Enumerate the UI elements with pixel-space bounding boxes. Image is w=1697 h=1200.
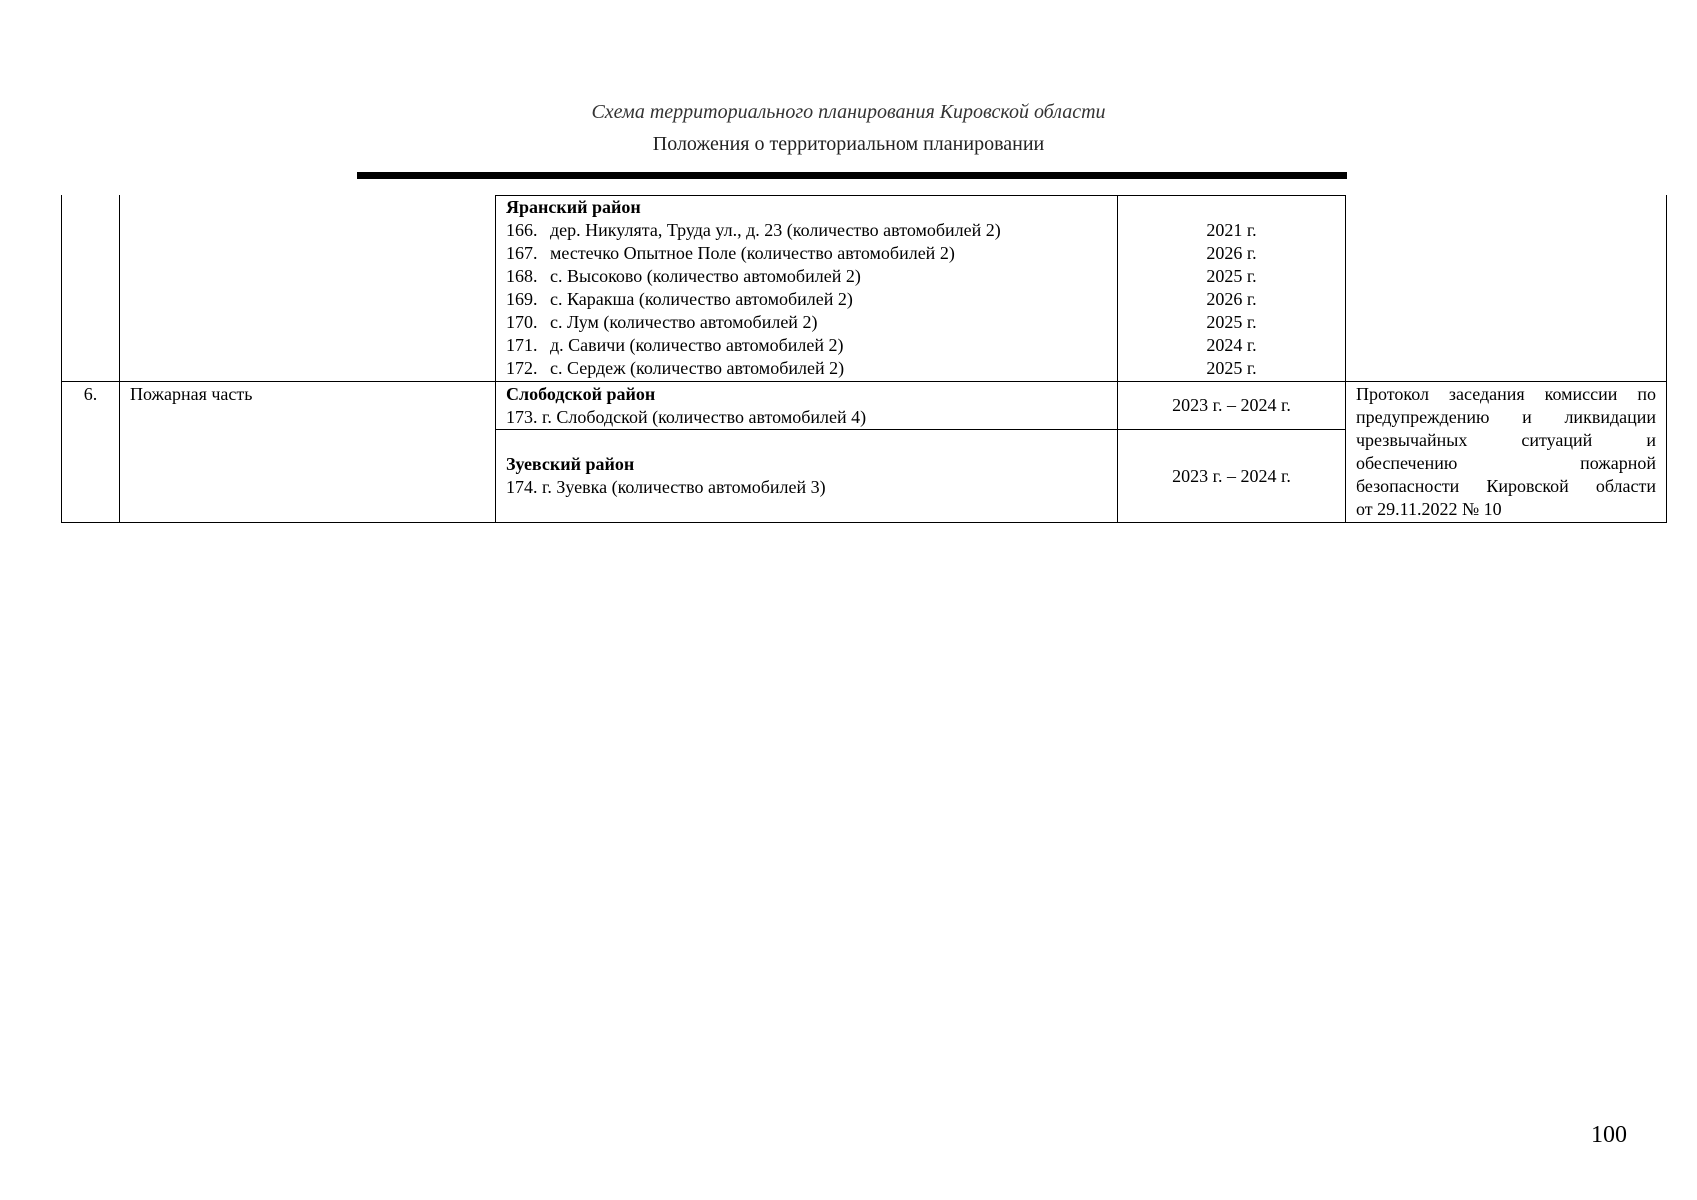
year-value: 2021 г. [1206,220,1257,240]
top-block-items [506,196,1111,380]
list-item: 169. с. Каракша (количество автомобилей 2) [506,289,853,309]
basis-line: обеспечению пожарной [1356,453,1656,473]
basis-document [1356,383,1656,521]
year-value: 2025 г. [1206,312,1257,332]
list-item: 171. д. Савичи (количество автомобилей 2) [506,335,844,355]
basis-line: предупреждению и ликвидации [1356,407,1656,427]
year-value: 2025 г. [1206,266,1257,286]
block-slobodskoy [506,383,1111,429]
basis-line: от 29.11.2022 № 10 [1356,499,1502,519]
object-name: Пожарная часть [130,384,253,404]
header-rule [357,172,1347,179]
district-name: Яранский район [506,197,641,217]
list-item: 172. с. Сердеж (количество автомобилей 2) [506,358,845,378]
year-value: 2026 г. [1206,289,1257,309]
basis-line: Протокол заседания комиссии по [1356,384,1656,404]
district-name: Зуевский район [506,454,635,474]
list-item: 168. с. Высоково (количество автомобилей 2) [506,266,861,286]
document-title: Схема территориального планирования Кировской области [591,101,1106,123]
basis-line: безопасности Кировской области [1356,476,1656,496]
page-number: 100 [1591,1122,1627,1148]
block-zuevsky [506,453,1111,499]
row-number: 6. [83,384,98,404]
list-item: 173. г. Слободской (количество автомобилей 4) [506,407,867,427]
years-slobodskoy: 2023 г. – 2024 г. [1172,395,1291,415]
list-item: 170. с. Лум (количество автомобилей 2) [506,312,818,332]
district-name: Слободской район [506,384,656,404]
basis-line: чрезвычайных ситуаций и [1356,430,1656,450]
years-zuevsky: 2023 г. – 2024 г. [1172,466,1291,486]
list-item: 166. дер. Никулята, Труда ул., д. 23 (количество автомобилей 2) [506,220,1001,240]
year-value: 2024 г. [1206,335,1257,355]
year-value: 2025 г. [1206,358,1257,378]
list-item: 167. местечко Опытное Поле (количество автомобилей 2) [506,243,955,263]
list-item: 174. г. Зуевка (количество автомобилей 3) [506,477,826,497]
year-value: 2026 г. [1206,243,1257,263]
document-subtitle: Положения о территориальном планировании [652,133,1045,155]
top-block-years [1118,196,1345,380]
